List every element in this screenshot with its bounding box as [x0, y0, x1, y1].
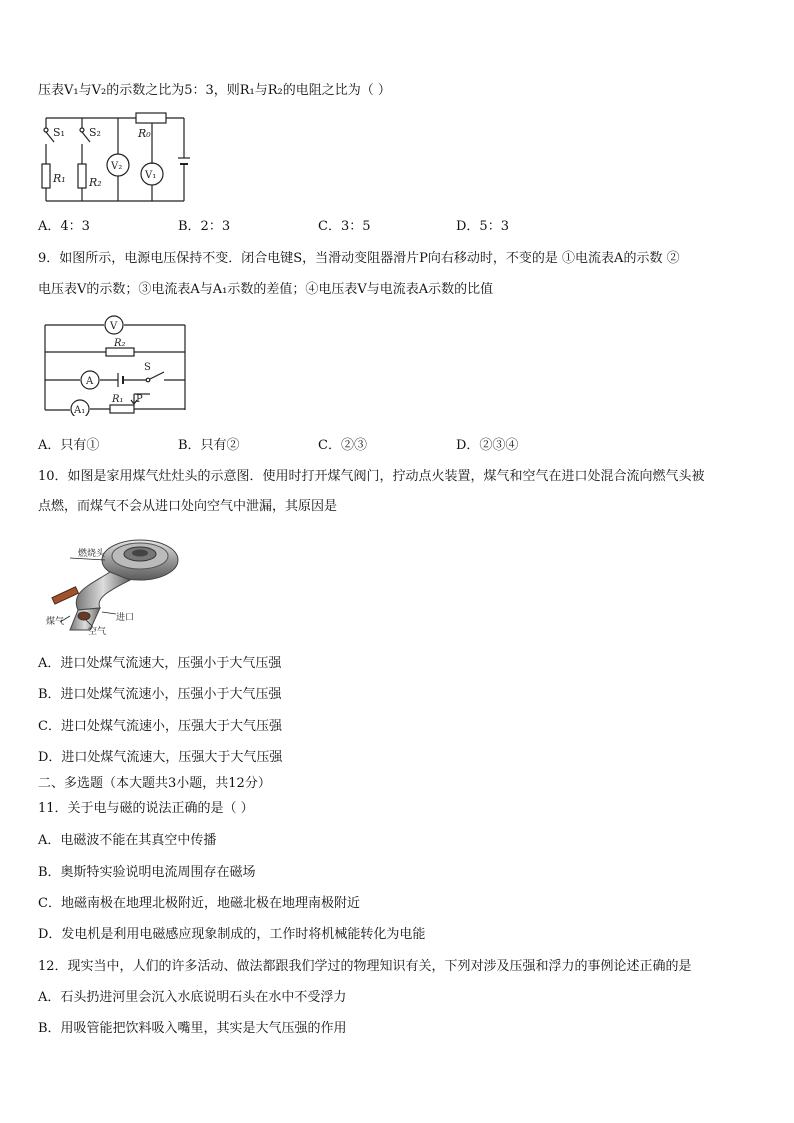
q9-option-c: C．②③: [318, 438, 367, 453]
q8-label-r2: R₂: [89, 176, 102, 189]
q9-label-a: A: [86, 376, 94, 387]
burner-label-inlet: 进口: [116, 613, 135, 623]
q9-circuit-diagram: [40, 310, 192, 416]
q11-option-c: C．地磁南极在地理北极附近，地磁北极在地理南极附近: [38, 896, 360, 911]
q12-option-b: B．用吸管能把饮料吸入嘴里，其实是大气压强的作用: [38, 1021, 347, 1036]
q11-stem: 11．关于电与磁的说法正确的是（ ）: [38, 801, 254, 816]
q9-label-r1: R₁: [112, 394, 124, 405]
q8-label-v2: V₂: [111, 161, 123, 172]
burner-label-air: 空气: [88, 627, 107, 637]
q8-label-s1: S₁: [53, 126, 65, 139]
q8-label-v1: V₁: [145, 170, 157, 181]
q8-option-d: D．5：3: [456, 219, 509, 234]
q11-option-b: B．奥斯特实验说明电流周围存在磁场: [38, 865, 256, 880]
q9-option-d: D．②③④: [456, 438, 519, 453]
q8-option-c: C．3：5: [318, 219, 371, 234]
q8-label-r1: R₁: [53, 172, 66, 185]
q11-option-d: D．发电机是利用电磁感应现象制成的，工作时将机械能转化为电能: [38, 927, 426, 942]
q10-option-d: D．进口处煤气流速大，压强大于大气压强: [38, 750, 283, 765]
q9-label-r2: R₂: [114, 338, 126, 349]
q9-label-s: S: [144, 362, 151, 373]
q8-option-b: B．2：3: [178, 219, 231, 234]
q11-option-a: A．电磁波不能在其真空中传播: [38, 833, 217, 848]
q8-stem: 压表V₁与V₂的示数之比为5：3，则R₁与R₂的电阻之比为（ ）: [38, 83, 391, 98]
q8-option-a: A．4：3: [38, 219, 90, 234]
q9-label-p: P: [136, 394, 143, 405]
q9-option-b: B．只有②: [178, 438, 240, 453]
q9-label-v: V: [110, 321, 118, 332]
q9-label-a1: A₁: [74, 405, 86, 416]
q10-stem-line1: 10．如图是家用煤气灶灶头的示意图．使用时打开煤气阀门，拧动点火装置，煤气和空气在进口处混合流向燃气头被: [38, 469, 705, 484]
burner-label-gas: 煤气: [46, 617, 65, 627]
q12-stem: 12．现实当中，人们的许多活动、做法都跟我们学过的物理知识有关，下列对涉及压强和浮力的事例论述正确的是: [38, 959, 692, 974]
q8-label-r0: R₀: [138, 127, 151, 140]
q10-option-c: C．进口处煤气流速小，压强大于大气压强: [38, 719, 282, 734]
q10-option-a: A．进口处煤气流速大，压强小于大气压强: [38, 656, 282, 671]
gas-burner-image: [40, 530, 190, 640]
q12-option-a: A．石头扔进河里会沉入水底说明石头在水中不受浮力: [38, 990, 347, 1005]
q10-stem-line2: 点燃，而煤气不会从进口处向空气中泄漏，其原因是: [38, 499, 338, 514]
q10-option-b: B．进口处煤气流速小，压强小于大气压强: [38, 687, 282, 702]
q9-option-a: A．只有①: [38, 438, 100, 453]
burner-label-head: 燃烧头: [78, 549, 106, 559]
q9-stem-line2: 电压表V的示数；③电流表A与A₁示数的差值；④电压表V与电流表A示数的比值: [38, 282, 494, 297]
q8-label-s2: S₂: [89, 126, 101, 139]
q8-circuit-diagram: [38, 108, 198, 208]
section-heading: 二、多选题（本大题共3小题，共12分）: [38, 776, 271, 791]
q9-stem-line1: 9．如图所示，电源电压保持不变．闭合电键S，当滑动变阻器滑片P向右移动时，不变的是 ①电流表A的示数 ②: [38, 251, 680, 266]
